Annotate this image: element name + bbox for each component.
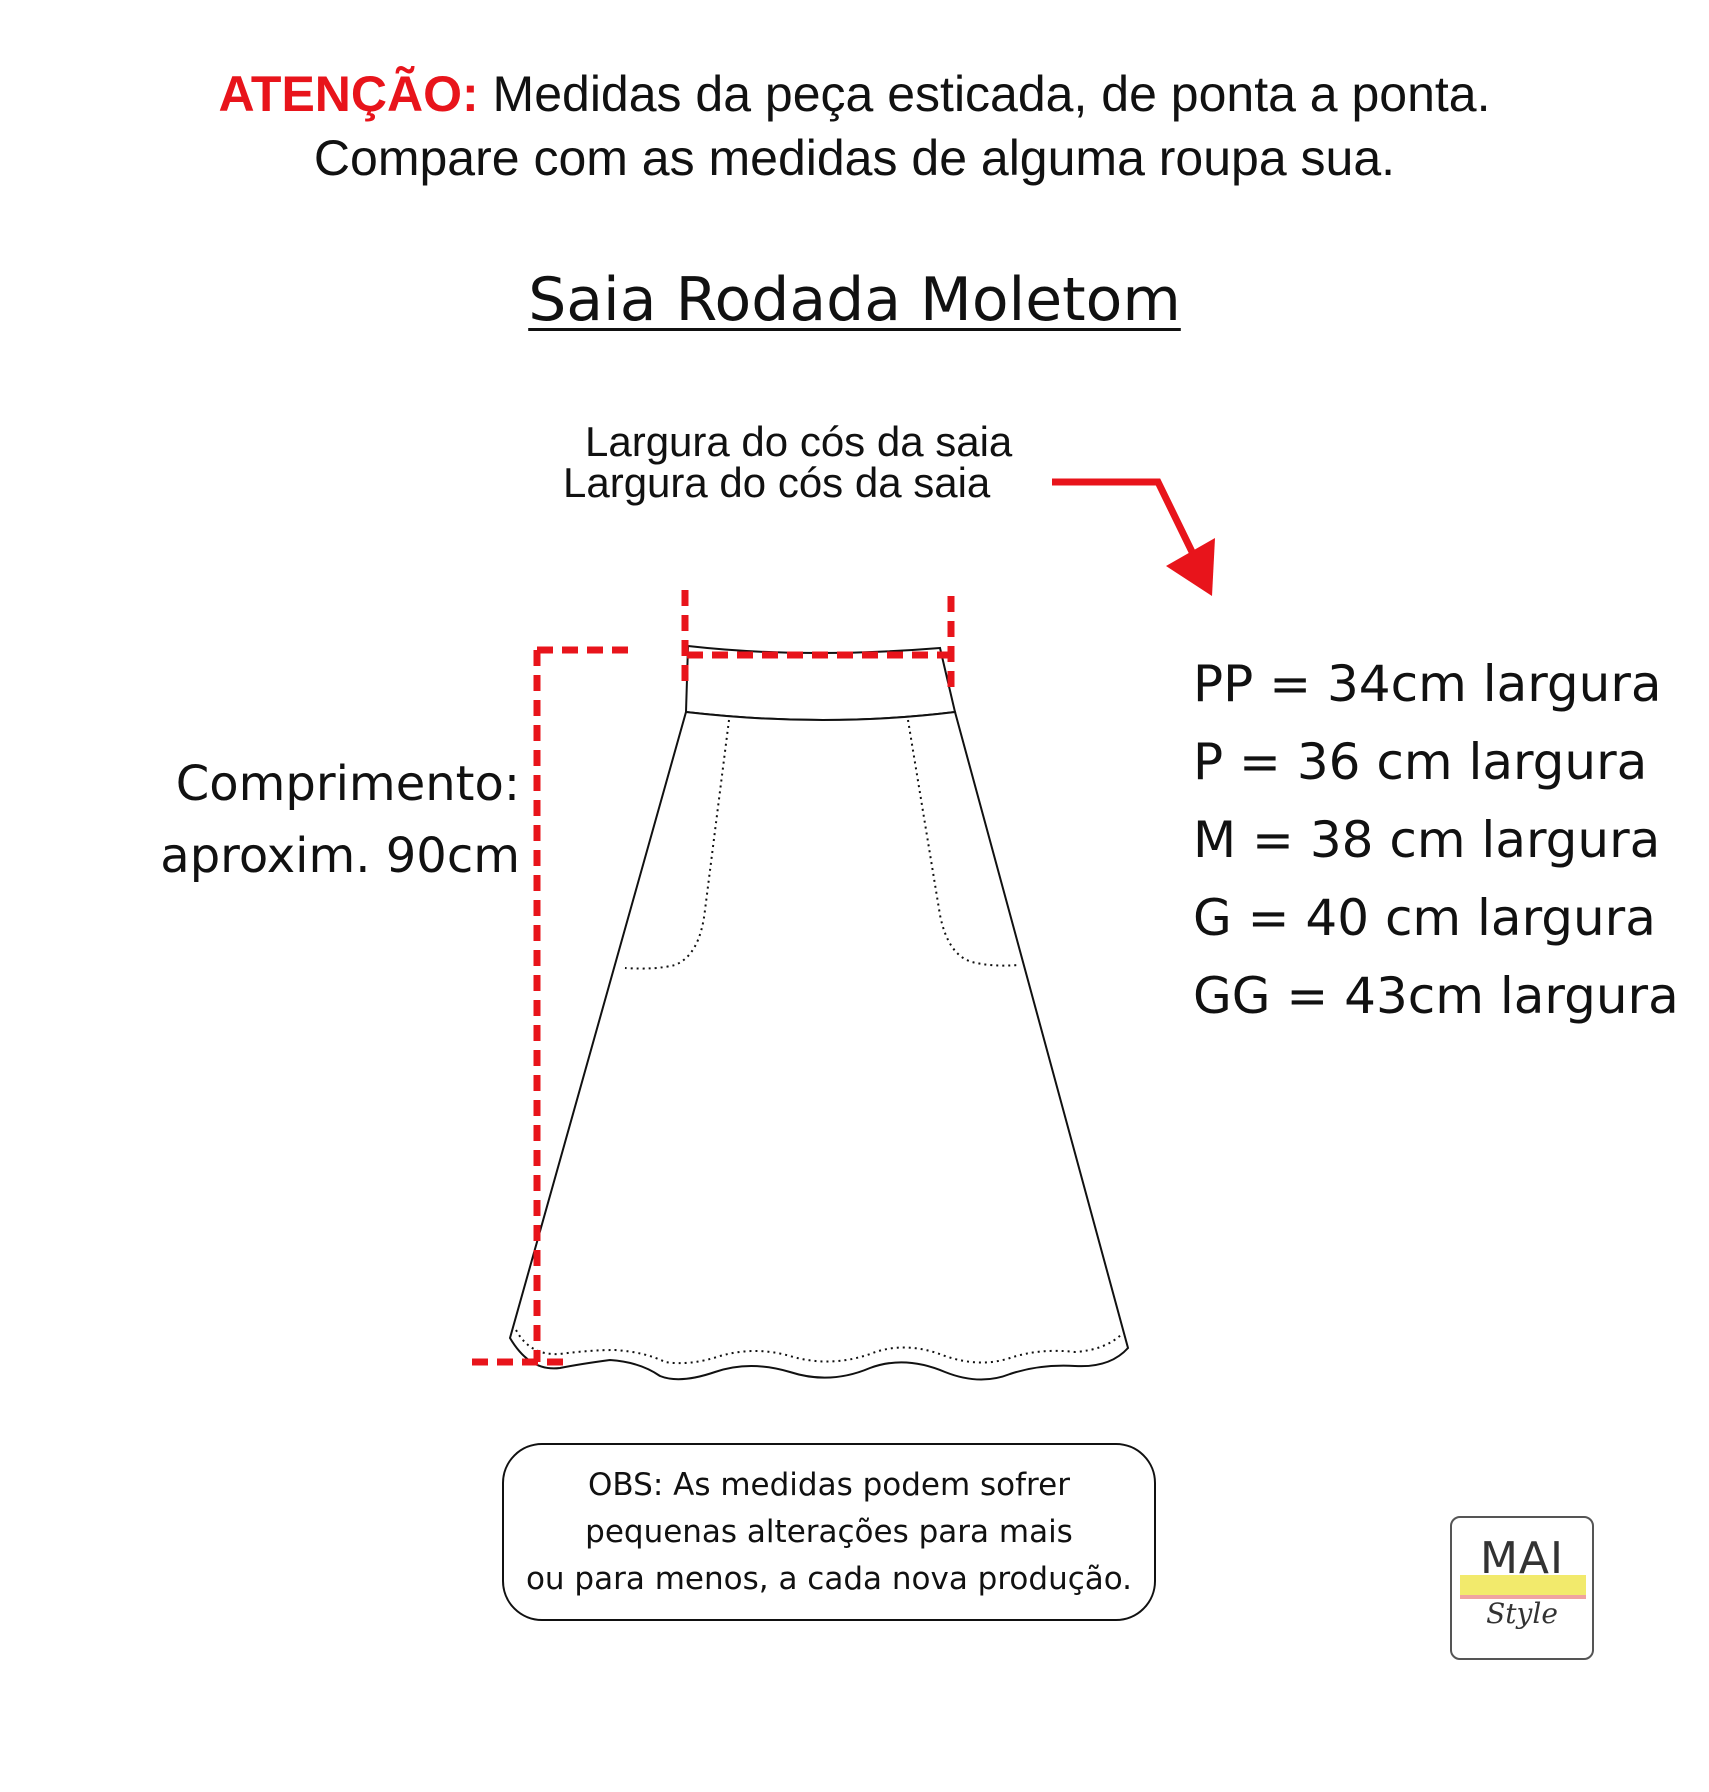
notice-line-2: Compare com as medidas de alguma roupa sua. [313,130,1396,186]
waist-label-upper: Largura do cós da saia [585,418,1013,465]
obs-line-1: OBS: As medidas podem sofrer [588,1466,1070,1503]
red-arrow-icon [1052,482,1215,596]
size-gg: GG = 43cm largura [1193,967,1679,1025]
size-m: M = 38 cm largura [1193,811,1661,869]
logo-sub-text: Style [1486,1597,1558,1630]
skirt-body [510,712,1128,1380]
notice-line-1-text: Medidas da peça esticada, de ponta a ponta. [478,66,1491,122]
attention-label: ATENÇÃO: [218,66,479,122]
obs-line-3: ou para menos, a cada nova produção. [525,1560,1133,1597]
size-pp: PP = 34cm largura [1193,655,1662,713]
size-p: P = 36 cm largura [1193,733,1648,791]
size-list [1193,645,1679,1035]
brand-logo [1450,1516,1594,1660]
waist-label-lower: Largura do cós da saia [563,459,991,506]
product-title-text: Saia Rodada Moletom [528,265,1181,335]
length-label-line-1: Comprimento: [175,756,520,812]
obs-line-2: pequenas alterações para mais [585,1513,1073,1550]
logo-main-text: MAI [1479,1533,1565,1584]
size-g: G = 40 cm largura [1193,889,1656,947]
length-label-line-2: aproxim. 90cm [160,828,520,884]
obs-note-box [502,1443,1156,1621]
obs-note-text [526,1462,1132,1603]
